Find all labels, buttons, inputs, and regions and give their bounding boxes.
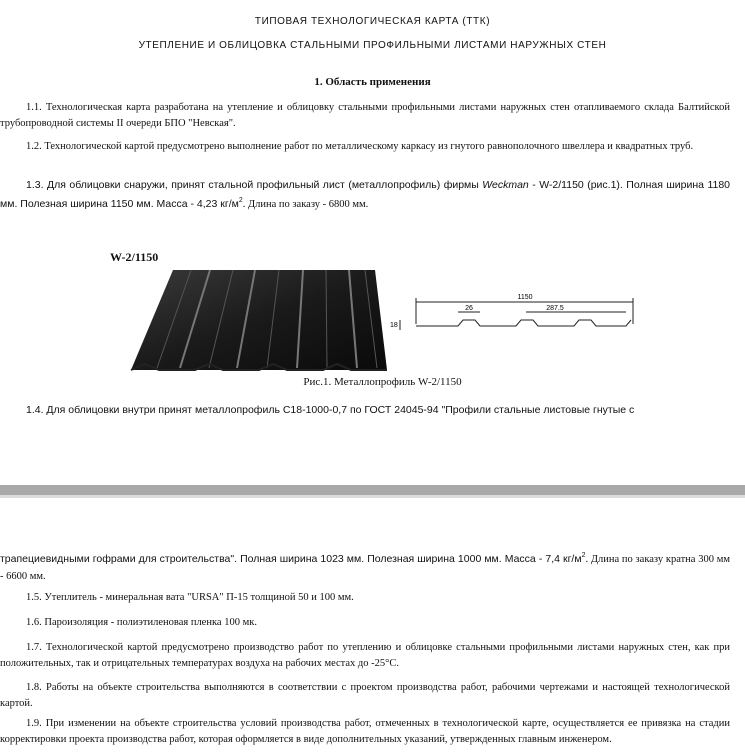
- section-heading: 1. Область применения: [314, 76, 431, 88]
- page-break-shadow: [0, 495, 745, 498]
- paragraph-1-3: 1.3. Для облицовки снаружи, принят стальной профильный лист (металлопрофиль) фирмы Weckman - W-2/1150 (рис.1). Полная ширина 1180 мм. Полезная ширина 1150 мм. Масса - 4,23 $кг/м^2$. Длина по заказу - 6800 мм.: [0, 179, 731, 210]
- paragraph-1-9: 1.9. При изменении на объекте строительства условий производства работ, отмеченных в технологической карте, осуществляется ее привязка на стадии корректировки проекта производства работ, которая оформляется в виде дополнительных указаний, утвержденных главным инженером.: [0, 718, 730, 745]
- paragraph-1-1: 1.1. Технологическая карта разработана на утепление и облицовку стальными профильными листами наружных стен отапливаемого склада Балтийской трубопроводной системы II очереди БПО "Невская".: [0, 102, 730, 129]
- dimension-total: 1150: [517, 294, 533, 301]
- paragraph-1-2: 1.2. Технологической картой предусмотрено выполнение работ по металлическому каркасу из гнутого равнополочного швеллера и квадратных труб.: [26, 141, 694, 152]
- figure-caption: Рис.1. Металлопрофиль W-2/1150: [303, 376, 462, 388]
- brand-name: Weckman: [482, 179, 529, 191]
- dimension-rib: 26: [465, 305, 473, 312]
- page-break: [0, 485, 745, 495]
- document-subtitle: УТЕПЛЕНИЕ И ОБЛИЦОВКА СТАЛЬНЫМИ ПРОФИЛЬНЫМИ ЛИСТАМИ НАРУЖНЫХ СТЕН: [138, 40, 607, 51]
- paragraph-1-4: 1.4. Для облицовки внутри принят металлопрофиль С18-1000-0,7 по ГОСТ 24045-94 "Профили стальные листовые гнутые с: [26, 404, 635, 416]
- profile-sheet-photo: [125, 262, 390, 377]
- paragraph-1-5: 1.5. Утеплитель - минеральная вата "URSA" П-15 толщиной 50 и 100 мм.: [26, 592, 354, 603]
- document-title: ТИПОВАЯ ТЕХНОЛОГИЧЕСКАЯ КАРТА (ТТК): [254, 16, 491, 27]
- paragraph-1-7: 1.7. Технологической картой предусмотрено производство работ по утеплению и облицовке стальными профильными листами наружных стен, как при положительных, так и отрицательных температурах воздуха на рабочих местах до -25°С.: [0, 642, 730, 669]
- paragraph-1-6: 1.6. Пароизоляция - полиэтиленовая пленка 100 мк.: [26, 617, 257, 628]
- paragraph-1-4-continued: трапециевидными гофрами для строительства". Полная ширина 1023 мм. Полезная ширина 1000 мм. Масса - 7,4 $кг/м^2$. Длина по заказу кратна 300 мм - 6600 мм.: [0, 552, 730, 582]
- figure-product-label: W-2/1150: [110, 250, 159, 264]
- profile-cross-section-drawing: [388, 290, 638, 340]
- paragraph-1-8: 1.8. Работы на объекте строительства выполняются в соответствии с проектом производства работ, рабочими чертежами и настоящей технологической картой.: [0, 682, 730, 709]
- dimension-height: 18: [390, 322, 398, 329]
- dimension-pitch: 287.5: [546, 305, 564, 312]
